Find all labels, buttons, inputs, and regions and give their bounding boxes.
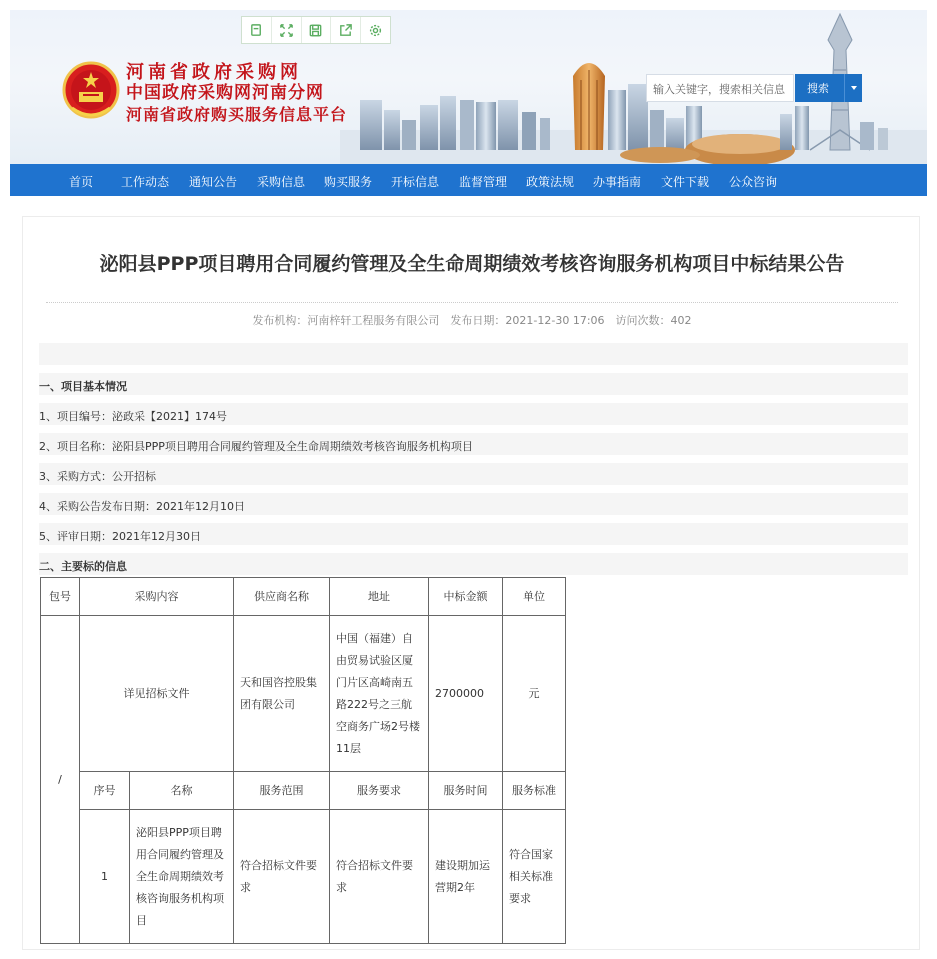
site-title-line1: 河南省政府采购网 bbox=[126, 62, 302, 83]
settings-icon[interactable] bbox=[361, 17, 390, 43]
cell-supplier: 天和国咨控股集团有限公司 bbox=[234, 616, 330, 772]
nav-item-guide[interactable]: 办事指南 bbox=[593, 175, 642, 189]
nav-item-work-news[interactable]: 工作动态 bbox=[121, 175, 170, 189]
cell-scope: 符合招标文件要求 bbox=[234, 810, 330, 944]
divider bbox=[46, 302, 898, 303]
nav-item-downloads[interactable]: 文件下载 bbox=[661, 175, 710, 189]
cell-content: 详见招标文件 bbox=[80, 616, 234, 772]
page-frame bbox=[10, 10, 927, 950]
sub-header: 服务标准 bbox=[503, 772, 566, 810]
cell-address: 中国（福建）自由贸易试验区厦门片区高崎南五路222号之三航空商务广场2号楼11层 bbox=[330, 616, 429, 772]
site-title-line2: 中国政府采购网河南分网 bbox=[126, 83, 324, 103]
table-header: 地址 bbox=[330, 578, 429, 616]
section-main-subject: 二、主要标的信息 bbox=[39, 553, 908, 575]
info-project-name: 2、项目名称：泌阳县PPP项目聘用合同履约管理及全生命周期绩效考核咨询服务机构项目 bbox=[39, 433, 908, 455]
chevron-down-icon[interactable] bbox=[844, 74, 862, 102]
site-title bbox=[126, 62, 347, 125]
site-title-line3: 河南省政府购买服务信息平台 bbox=[126, 105, 348, 124]
info-publish-date: 4、采购公告发布日期：2021年12月10日 bbox=[39, 493, 908, 515]
search-button-label: 搜索 bbox=[807, 82, 829, 95]
search-input[interactable]: 输入关键字，搜索相关信息 bbox=[646, 74, 794, 102]
table-header: 供应商名称 bbox=[234, 578, 330, 616]
table-row bbox=[41, 810, 566, 944]
section-basic-info: 一、项目基本情况 bbox=[39, 373, 908, 395]
cell-unit: 元 bbox=[503, 616, 566, 772]
info-project-number: 1、项目编号：泌政采【2021】174号 bbox=[39, 403, 908, 425]
nav-item-consult[interactable]: 公众咨询 bbox=[729, 175, 778, 189]
copy-icon[interactable] bbox=[242, 17, 272, 43]
nav-item-purchase-services[interactable]: 购买服务 bbox=[324, 175, 373, 189]
nav-item-bid-opening[interactable]: 开标信息 bbox=[391, 175, 440, 189]
share-icon[interactable] bbox=[331, 17, 361, 43]
table-header: 单位 bbox=[503, 578, 566, 616]
table-header-row bbox=[41, 578, 566, 616]
article-title: 泌阳县PPP项目聘用合同履约管理及全生命周期绩效考核咨询服务机构项目中标结果公告 bbox=[99, 253, 845, 275]
fullscreen-icon[interactable] bbox=[272, 17, 302, 43]
sub-header: 名称 bbox=[130, 772, 234, 810]
national-emblem-icon bbox=[62, 60, 120, 122]
cell-standard: 符合国家相关标准要求 bbox=[503, 810, 566, 944]
nav-item-notices[interactable]: 通知公告 bbox=[189, 175, 238, 189]
sub-header: 服务要求 bbox=[330, 772, 429, 810]
info-review-date: 5、评审日期：2021年12月30日 bbox=[39, 523, 908, 545]
sub-header-row bbox=[41, 772, 566, 810]
cell-time: 建设期加运营期2年 bbox=[429, 810, 503, 944]
table-header: 采购内容 bbox=[80, 578, 234, 616]
info-procurement-method: 3、采购方式：公开招标 bbox=[39, 463, 908, 485]
sub-header: 服务时间 bbox=[429, 772, 503, 810]
table-row bbox=[41, 616, 566, 772]
nav-item-policies[interactable]: 政策法规 bbox=[526, 175, 575, 189]
cell-index: 1 bbox=[80, 810, 130, 944]
result-table bbox=[40, 577, 566, 944]
article-meta: 发布机构：河南梓轩工程服务有限公司 发布日期：2021-12-30 17:06 访问次数：402 bbox=[252, 314, 692, 327]
article-panel bbox=[22, 216, 920, 950]
site-header bbox=[10, 10, 927, 164]
cell-package-no: / bbox=[41, 616, 80, 944]
sub-header: 序号 bbox=[80, 772, 130, 810]
page-toolbar bbox=[241, 16, 391, 44]
search-button[interactable] bbox=[795, 74, 862, 102]
cell-requirement: 符合招标文件要求 bbox=[330, 810, 429, 944]
sub-header: 服务范围 bbox=[234, 772, 330, 810]
table-header: 包号 bbox=[41, 578, 80, 616]
nav-item-home[interactable]: 首页 bbox=[69, 175, 94, 189]
table-header: 中标金额 bbox=[429, 578, 503, 616]
main-nav bbox=[10, 164, 927, 196]
cell-name: 泌阳县PPP项目聘用合同履约管理及全生命周期绩效考核咨询服务机构项目 bbox=[130, 810, 234, 944]
save-icon[interactable] bbox=[302, 17, 332, 43]
cell-amount: 2700000 bbox=[429, 616, 503, 772]
nav-item-supervision[interactable]: 监督管理 bbox=[459, 175, 508, 189]
blank-row bbox=[39, 343, 908, 365]
nav-item-procurement-info[interactable]: 采购信息 bbox=[257, 175, 306, 189]
